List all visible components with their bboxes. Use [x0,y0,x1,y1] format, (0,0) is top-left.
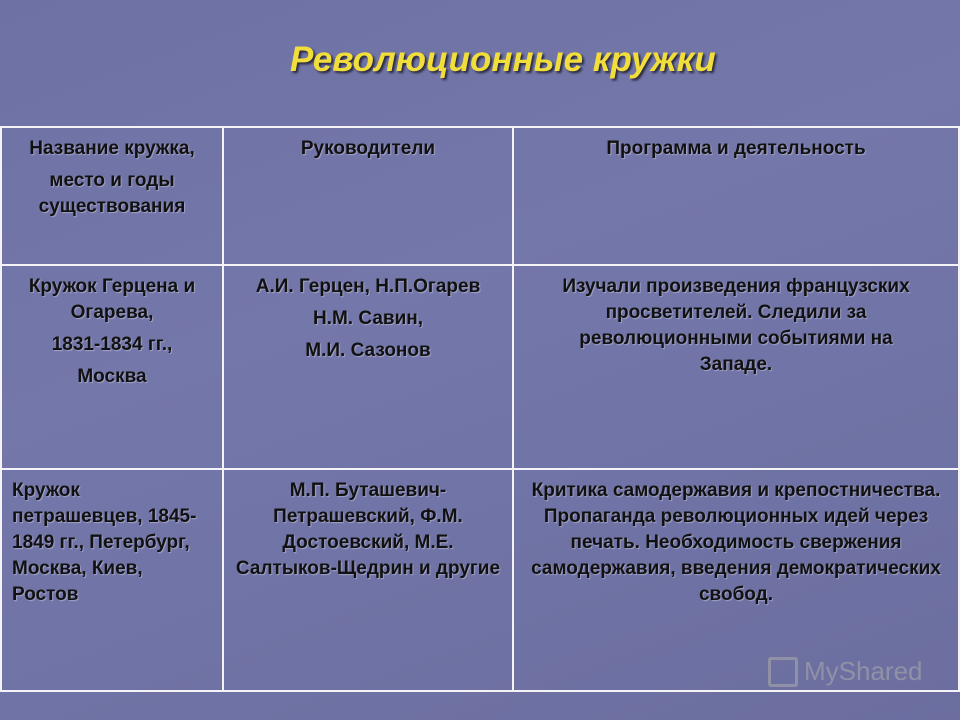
text: Н.М. Савин, [312,308,424,329]
row-name: Кружок петрашевцев, 1845-1849 гг., Петербург, Москва, Киев, Ростов [1,469,223,691]
slide-title: Революционные кружки [290,40,716,79]
circles-table [0,126,960,692]
header-name-line2: место и годы существования [38,170,186,217]
row-leaders: М.П. Буташевич-Петрашевский, Ф.М. Достоевский, М.Е. Салтыков-Щедрин и другие [223,469,513,691]
header-program: Программа и деятельность [513,127,959,265]
row-program: Изучали произведения французских просветителей. Следили за революционными событиями на Западе. [513,265,959,469]
header-leaders: Руководители [223,127,513,265]
table-header-row [1,127,959,265]
row-name [1,265,223,469]
text: Кружок Герцена и Огарева, [28,276,196,323]
watermark-text: MyShared [804,656,923,686]
presentation-icon [768,657,798,687]
header-name-line1: Название кружка, [29,138,195,159]
watermark [768,656,923,687]
text: Москва [77,366,147,387]
text: 1831-1834 гг., [51,334,173,355]
table-row [1,265,959,469]
text: А.И. Герцен, Н.П.Огарев [255,276,481,297]
text: М.И. Сазонов [305,340,431,361]
header-name [1,127,223,265]
row-leaders [223,265,513,469]
row-program: Критика самодержавия и крепостничества. Пропаганда революционных идей через печать. Необходимость свержения самодержавия, введения демократических свобод. [513,469,959,691]
